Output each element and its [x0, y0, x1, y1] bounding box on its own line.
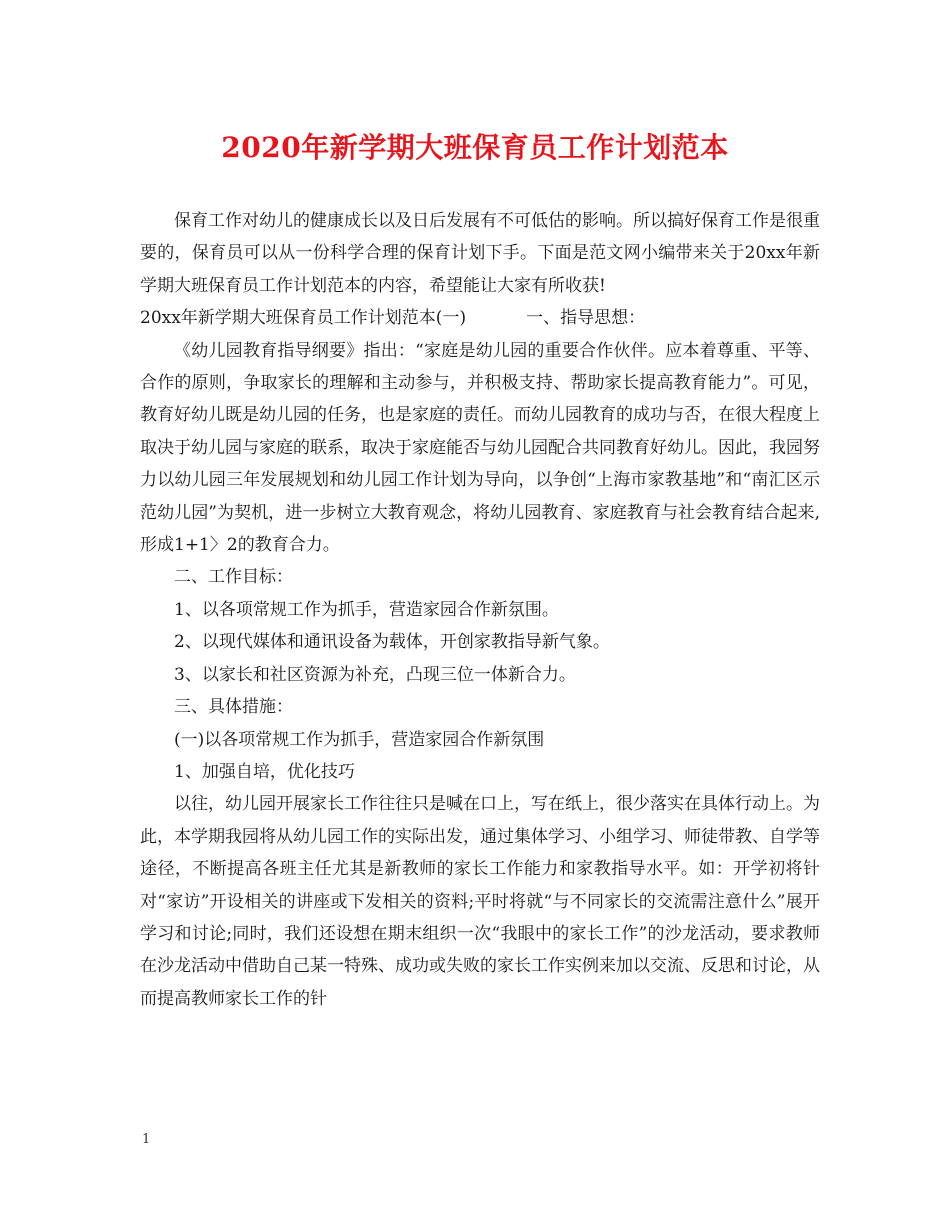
goal-item-1: 1、以各项常规工作为抓手，营造家园合作新氛围。 — [174, 599, 559, 620]
measure-item-1: 1、加强自培，优化技巧 — [174, 761, 355, 782]
document-title: 2020年新学期大班保育员工作计划范本 — [221, 131, 729, 164]
measure-subheading-1: (一)以各项常规工作为抓手，营造家园合作新氛围 — [174, 729, 545, 750]
measures-heading: 三、具体措施： — [174, 697, 293, 718]
document-body — [140, 205, 820, 1015]
guiding-ideology-heading: 一、指导思想： — [526, 308, 646, 329]
section-heading-line — [140, 302, 820, 334]
goal-item-2: 2、以现代媒体和通讯设备为载体，开创家教指导新气象。 — [174, 632, 610, 653]
guideline-paragraph: 《幼儿园教育指导纲要》指出：“家庭是幼儿园的重要合作伙伴。应本着尊重、平等、合作的原则，争取家长的理解和主动参与，并积极支持、帮助家长提高教育能力”。可见，教育好幼儿既是幼儿园的任务，也是家庭的责任。而幼儿园教育的成功与否，在很大程度上取决于幼儿园与家庭的联系，取决于家庭能否与幼儿园配合共同教育好幼儿。因此，我园努力以幼儿园三年发展规划和幼儿园工作计划为导向，以争创“上海市家教基地”和“南汇区示范幼儿园”为契机，进一步树立大教育观念，将幼儿园教育、家庭教育与社会教育结合起来,形成1+1〉2的教育合力。 — [140, 340, 820, 556]
work-goals-heading: 二、工作目标： — [174, 567, 293, 588]
section-title: 20xx年新学期大班保育员工作计划范本(一) — [140, 308, 467, 329]
intro-paragraph: 保育工作对幼儿的健康成长以及日后发展有不可低估的影响。所以搞好保育工作是很重要的，保育员可以从一份科学合理的保育计划下手。下面是范文网小编带来关于20xx年新学期大班保育员工作计划范本的内容，希望能让大家有所收获! — [140, 211, 820, 296]
page-number: 1 — [142, 1132, 151, 1147]
goal-item-3: 3、以家长和社区资源为补充，凸现三位一体新合力。 — [174, 664, 576, 685]
measure-detail-paragraph: 以往，幼儿园开展家长工作往往只是喊在口上，写在纸上，很少落实在具体行动上。为此，本学期我园将从幼儿园工作的实际出发，通过集体学习、小组学习、师徒带教、自学等途径，不断提高各班主任尤其是新教师的家长工作能力和家教指导水平。如：开学初将针对“家访”开设相关的讲座或下发相关的资料;平时将就“与不同家长的交流需注意什么”展开学习和讨论;同时，我们还设想在期末组织一次“我眼中的家长工作”的沙龙活动，要求教师在沙龙活动中借助自己某一特殊、成功或失败的家长工作实例来加以交流、反思和讨论，从而提高教师家长工作的针 — [140, 794, 820, 1009]
